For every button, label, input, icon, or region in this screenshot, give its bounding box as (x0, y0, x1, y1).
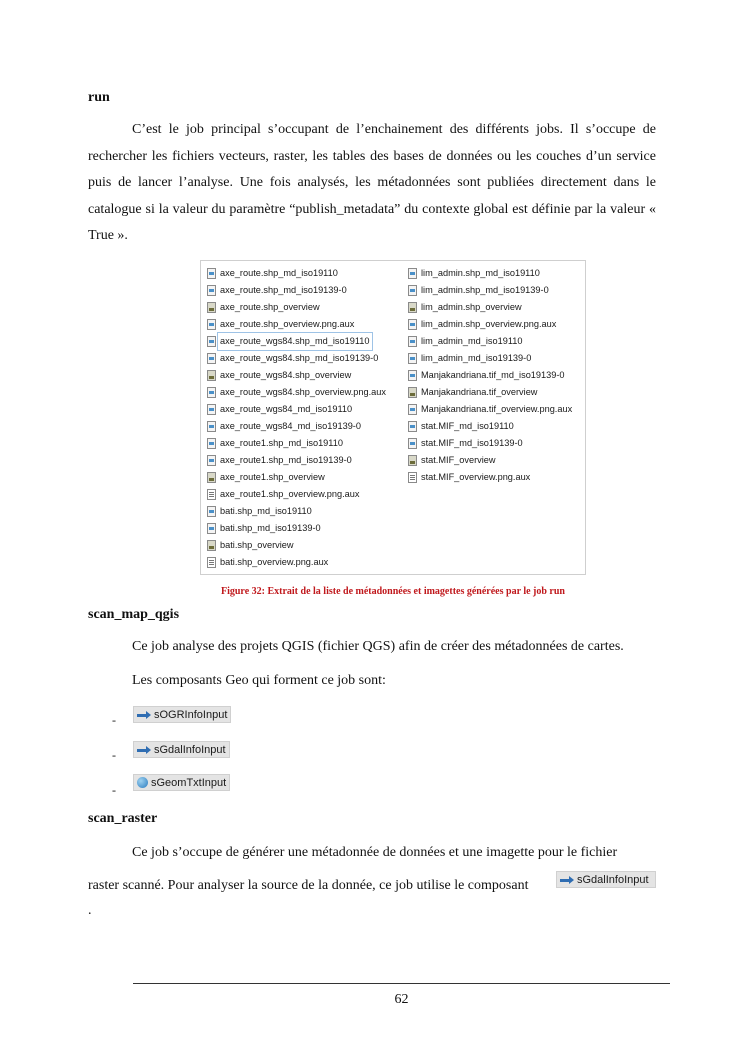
file-name: lim_admin_md_iso19110 (421, 336, 523, 346)
file-name: stat.MIF_md_iso19110 (421, 421, 514, 431)
xml-file-icon (207, 285, 216, 296)
run-paragraph: C’est le job principal s’occupant de l’enchainement des différents jobs. Il s’occupe de rechercher les fichiers vecteurs, raster, les tables des bases de données ou les couches d’un service puis de lancer l’analyse. Une fois analysés, les métadonnées sont publiées directement dans le catalogue si la valeur du paramètre “publish_metadata” du contexte global est définie par la valeur « True ». (88, 122, 656, 243)
component-sgdalinfoinput-inline (556, 871, 656, 888)
file-list-item[interactable] (207, 299, 386, 316)
file-name: axe_route.shp_md_iso19110 (220, 268, 338, 278)
file-list-item[interactable] (207, 401, 386, 418)
file-name: axe_route.shp_overview (220, 302, 320, 312)
image-file-icon (408, 302, 417, 313)
file-name: axe_route_wgs84.shp_md_iso19139-0 (220, 353, 379, 363)
xml-file-icon (207, 336, 216, 347)
component-bullet: - (112, 713, 116, 727)
xml-file-icon (408, 319, 417, 330)
xml-file-icon (207, 455, 216, 466)
file-list-item[interactable] (207, 367, 386, 384)
xml-file-icon (408, 336, 417, 347)
xml-file-icon (207, 353, 216, 364)
file-name: Manjakandriana.tif_overview.png.aux (421, 404, 573, 414)
xml-file-icon (207, 506, 216, 517)
xml-file-icon (207, 319, 216, 330)
file-name: axe_route1.shp_md_iso19110 (220, 438, 343, 448)
file-list-item[interactable] (207, 554, 386, 571)
file-name: axe_route.shp_md_iso19139-0 (220, 285, 347, 295)
file-name: bati.shp_overview (220, 540, 294, 550)
file-name: stat.MIF_md_iso19139-0 (421, 438, 523, 448)
file-name: lim_admin.shp_md_iso19139-0 (421, 285, 549, 295)
xml-file-icon (207, 438, 216, 449)
file-name: axe_route1.shp_overview (220, 472, 325, 482)
file-name: stat.MIF_overview.png.aux (421, 472, 531, 482)
file-list-item[interactable] (207, 486, 386, 503)
file-list-item[interactable] (408, 367, 572, 384)
file-list-item[interactable] (207, 265, 386, 282)
component-sogrinfoinput (133, 706, 231, 723)
xml-file-icon (207, 523, 216, 534)
file-name: axe_route_wgs84.shp_md_iso19110 (217, 332, 373, 351)
section-title-scan-raster: scan_raster (88, 811, 158, 826)
page-number: 62 (394, 992, 409, 1007)
component-sgdalinfoinput (133, 741, 230, 758)
image-file-icon (207, 370, 216, 381)
arrow-icon (137, 709, 151, 720)
file-name: axe_route1.shp_md_iso19139-0 (220, 455, 352, 465)
file-list-item[interactable] (408, 333, 572, 350)
file-list-item[interactable] (207, 333, 386, 350)
file-name: Manjakandriana.tif_md_iso19139-0 (421, 370, 565, 380)
file-list-item[interactable] (408, 316, 572, 333)
file-name: bati.shp_md_iso19110 (220, 506, 312, 516)
file-name: axe_route_wgs84_md_iso19110 (220, 404, 353, 414)
file-name: lim_admin.shp_md_iso19110 (421, 268, 540, 278)
file-name: stat.MIF_overview (421, 455, 496, 465)
text-file-icon (207, 489, 216, 500)
section-title-scan-map-qgis: scan_map_qgis (88, 607, 180, 622)
file-list-item[interactable] (207, 503, 386, 520)
image-file-icon (207, 302, 216, 313)
file-list-item[interactable] (207, 316, 386, 333)
file-name: axe_route.shp_overview.png.aux (220, 319, 355, 329)
file-list-right-column (408, 265, 572, 486)
xml-file-icon (408, 438, 417, 449)
arrow-icon (560, 874, 574, 885)
scan-raster-paragraph-line-1: Ce job s’occupe de générer une métadonnée de données et une imagette pour le fichier (132, 845, 618, 860)
file-list-item[interactable] (408, 418, 572, 435)
file-name: Manjakandriana.tif_overview (421, 387, 538, 397)
file-list-item[interactable] (207, 520, 386, 537)
file-list-item[interactable] (207, 469, 386, 486)
arrow-icon (137, 744, 151, 755)
xml-file-icon (207, 404, 216, 415)
file-name: lim_admin.shp_overview (421, 302, 522, 312)
scan-raster-trailing-period: . (88, 903, 92, 918)
xml-file-icon (207, 268, 216, 279)
file-list-item[interactable] (207, 282, 386, 299)
file-list-item[interactable] (408, 384, 572, 401)
xml-file-icon (408, 370, 417, 381)
component-sgeomtxtinput (133, 774, 230, 791)
section-title-run: run (88, 90, 110, 105)
xml-file-icon (408, 421, 417, 432)
file-list-item[interactable] (408, 350, 572, 367)
xml-file-icon (207, 387, 216, 398)
file-name: axe_route_wgs84.shp_overview.png.aux (220, 387, 386, 397)
xml-file-icon (408, 285, 417, 296)
file-list-item[interactable] (408, 469, 572, 486)
component-label: sGdalInfoInput (577, 873, 649, 886)
file-list-item[interactable] (207, 435, 386, 452)
file-list-left-column (207, 265, 386, 571)
file-list-item[interactable] (408, 299, 572, 316)
image-file-icon (408, 387, 417, 398)
file-list-item[interactable] (207, 418, 386, 435)
xml-file-icon (408, 268, 417, 279)
file-name: bati.shp_md_iso19139-0 (220, 523, 321, 533)
file-list-figure (200, 260, 586, 575)
file-list-item[interactable] (207, 452, 386, 469)
globe-icon (137, 777, 148, 788)
scan-raster-paragraph-line-2: raster scanné. Pour analyser la source de la donnée, ce job utilise le composant (88, 878, 529, 893)
file-name: axe_route1.shp_overview.png.aux (220, 489, 360, 499)
component-label: sGeomTxtInput (151, 776, 227, 789)
file-name: lim_admin.shp_overview.png.aux (421, 319, 557, 329)
xml-file-icon (408, 353, 417, 364)
component-label: sOGRInfoInput (154, 708, 228, 721)
component-label: sGdalInfoInput (154, 743, 226, 756)
component-bullet: - (112, 783, 116, 797)
figure-caption: Figure 32: Extrait de la liste de métadonnées et imagettes générées par le job run (220, 586, 565, 597)
scan-map-qgis-paragraph-1: Ce job analyse des projets QGIS (fichier QGS) afin de créer des métadonnées de cartes. (132, 639, 624, 654)
text-file-icon (207, 557, 216, 568)
xml-file-icon (408, 404, 417, 415)
image-file-icon (408, 455, 417, 466)
file-name: axe_route_wgs84.shp_overview (220, 370, 352, 380)
file-list-item[interactable] (408, 265, 572, 282)
file-list-item[interactable] (408, 282, 572, 299)
file-list-item[interactable] (207, 350, 386, 367)
text-file-icon (408, 472, 417, 483)
image-file-icon (207, 540, 216, 551)
file-name: bati.shp_overview.png.aux (220, 557, 329, 567)
scan-map-qgis-paragraph-2: Les composants Geo qui forment ce job sont: (132, 673, 386, 688)
file-list-item[interactable] (207, 384, 386, 401)
file-list-item[interactable] (207, 537, 386, 554)
component-bullet: - (112, 748, 116, 762)
file-list-item[interactable] (408, 435, 572, 452)
file-list-item[interactable] (408, 401, 572, 418)
file-name: lim_admin_md_iso19139-0 (421, 353, 532, 363)
footer-rule (133, 983, 670, 984)
file-name: axe_route_wgs84_md_iso19139-0 (220, 421, 361, 431)
xml-file-icon (207, 421, 216, 432)
image-file-icon (207, 472, 216, 483)
file-list-item[interactable] (408, 452, 572, 469)
